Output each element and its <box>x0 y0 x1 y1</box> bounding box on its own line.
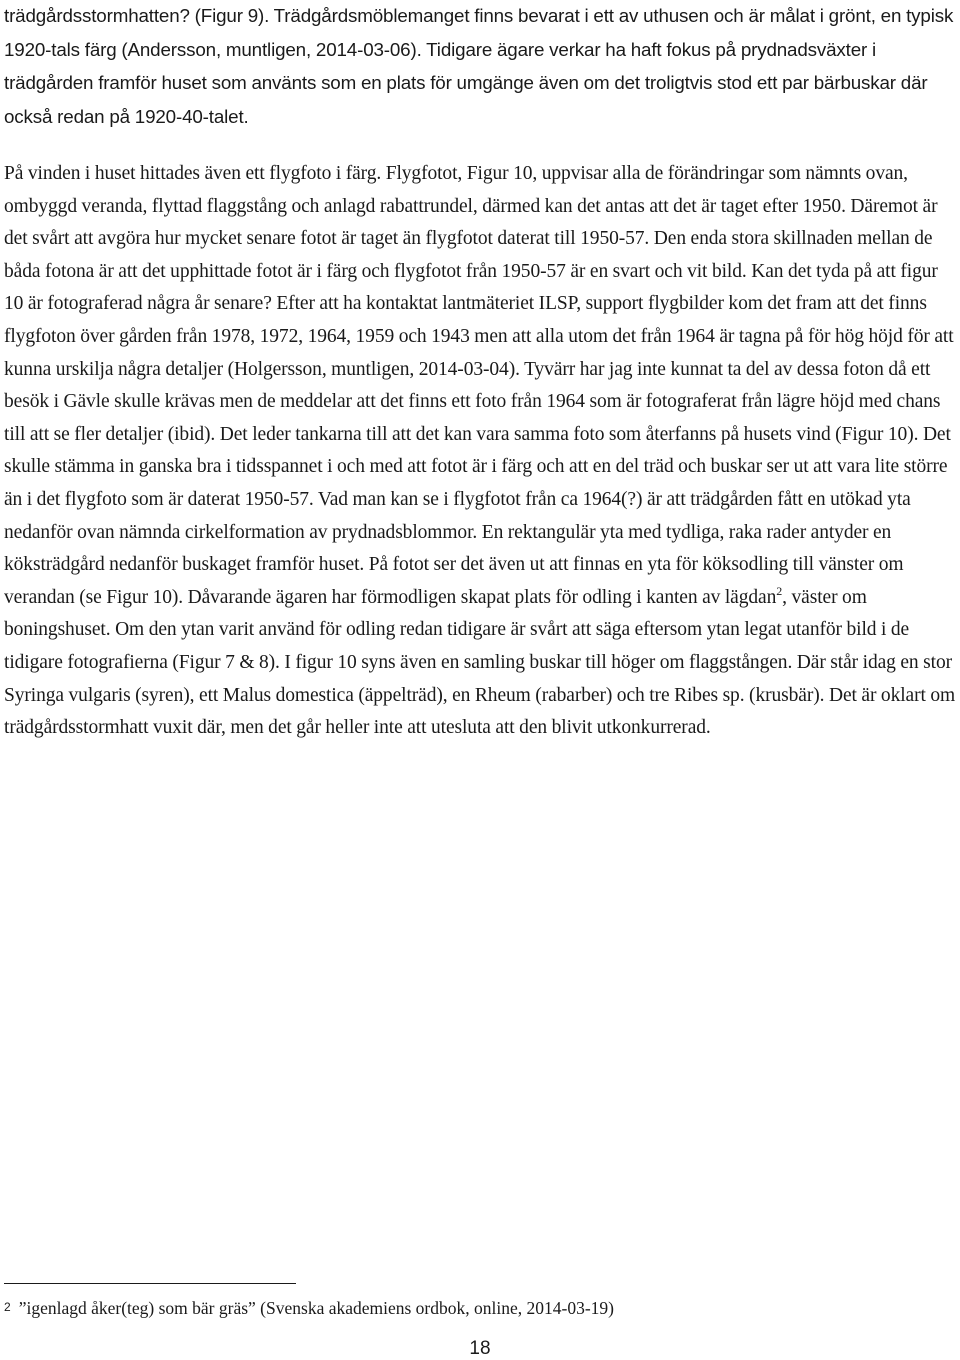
paragraph-1 <box>4 0 956 134</box>
footnote-text: ”igenlagd åker(teg) som bär gräs” (Svenska akademiens ordbok, online, 2014-03-19) <box>18 1298 614 1318</box>
page-number: 18 <box>469 1338 491 1359</box>
footnote-marker: 2 <box>4 1300 11 1314</box>
footnote-reference: 2 <box>776 583 783 598</box>
paragraph-2 <box>4 158 956 745</box>
paragraph-2-text-part-2: , väster om boningshuset. Om den ytan varit använd för odling redan tidigare är svårt att säga eftersom ytan legat utanför bild i de tidigare fotografierna (Figur 7 & 8). I figur 10 syns även en samling buskar till höger om flaggstången. Där står idag en stor Syringa vulgaris (syren), ett Malus domestica (äppelträd), en Rheum (rabarber) och tre Ribes sp. (krusbär). Det är oklart om trädgårdsstormhatt vuxit där, men det går heller inte att utesluta att den blivit utkonkurrerad. <box>4 586 956 739</box>
paragraph-1-text: trädgårdsstormhatten? (Figur 9). Trädgårdsmöblemanget finns bevarat i ett av uthusen och är målat i grönt, en typisk 1920-tals färg (Andersson, muntligen, 2014-03-06). Tidigare ägare verkar ha haft fokus på prydnadsväxter i trädgården framför huset som använts som en plats för umgänge även om det troligtvis stod ett par bärbuskar där också redan på 1920-40-talet. <box>4 5 954 127</box>
paragraph-2-text-part-1: På vinden i huset hittades även ett flygfoto i färg. Flygfotot, Figur 10, uppvisar alla de förändringar som nämnts ovan, ombyggd veranda, flyttad flaggstång och anlagd rabattrundel, därmed kan det antas att det är taget efter 1950. Däremot är det svårt att avgöra hur mycket senare fotot är taget än flygfotot daterat till 1950-57. Den enda stora skillnaden mellan de båda fotona är att det upphittade fotot är i färg och flygfotot från 1950-57 är en svart och vit bild. Kan det tyda på att figur 10 är fotograferad några år senare? Efter att ha kontaktat lantmäteriet ILSP, support flygbilder kom det fram att det finns flygfoton över gården från 1978, 1972, 1964, 1959 och 1943 men att alla utom det från 1964 är tagna på för hög höjd för att kunna urskilja några detaljer (Holgersson, muntligen, 2014-03-04). Tyvärr har jag inte kunnat ta del av dessa foton då ett besök i Gävle skulle krävas men de meddelar att det finns ett foto från 1964 som är fotograferat från lägre höjd med chans till att se fler detaljer (ibid). Det leder tankarna till att det kan vara samma foto som återfanns på husets vind (Figur 10). Det skulle stämma in ganska bra i tidsspannet i och med att fotot är i färg och att en del träd och buskar ser ut att vara lite större än i det flygfoto som är daterat 1950-57. Vad man kan se i flygfotot från ca 1964(?) är att trädgården fått en utökad yta nedanför ovan nämnda cirkelformation av prydnadsblommor. En rektangulär yta med tydliga, raka rader antyder en köksträdgård nedanför buskaget framför huset. På fotot ser det även ut att finnas en yta för köksodling till vänster om verandan (se Figur 10). Dåvarande ägaren har förmodligen skapat plats för odling i kanten av lägdan <box>4 163 954 608</box>
footnote-divider <box>4 1283 296 1284</box>
footnote <box>4 1296 944 1319</box>
